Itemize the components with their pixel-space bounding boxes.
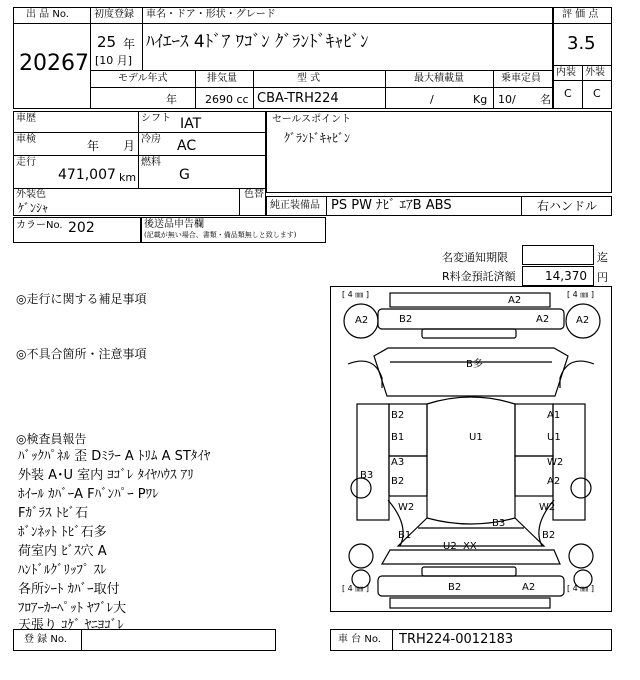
- defects-label: ◎不具合箇所・注意事項: [16, 347, 147, 361]
- tire-tread-front-left: [ 4 ㎜ ]: [342, 584, 369, 593]
- name-change-label: 名変通知期限: [442, 251, 508, 264]
- max-load-unit: Kg: [473, 93, 488, 106]
- name-change-box: [522, 245, 594, 265]
- model-type: CBA-TRH224: [257, 91, 339, 106]
- chassis-no-label: 車 台 No.: [338, 634, 381, 645]
- interior-grade: C: [564, 87, 572, 100]
- car-damage-diagram: [330, 286, 612, 612]
- recycle-amount: 14,370: [545, 269, 587, 283]
- mark: B多: [466, 359, 483, 370]
- recycle-label: R料金預託済額: [442, 270, 516, 283]
- color-change-label: 色替: [244, 189, 264, 200]
- mark: B2: [448, 582, 462, 593]
- details-box: [13, 111, 266, 216]
- max-load-label: 最大積載量: [414, 73, 464, 84]
- lot-number: 20267: [19, 51, 89, 76]
- sales-point: ｸﾞﾗﾝﾄﾞｷｬﾋﾞﾝ: [284, 131, 351, 145]
- first-reg-year: 25: [97, 33, 117, 51]
- inspector-line: ﾊﾝﾄﾞﾙｸﾞﾘｯﾌﾟ ｽﾚ: [18, 563, 107, 578]
- mileage: 471,007: [58, 167, 116, 183]
- color-no-label: カラーNo.: [16, 220, 63, 231]
- mark: U1: [547, 432, 561, 443]
- inspection-label: 車検: [16, 134, 36, 145]
- max-load: /: [430, 93, 434, 106]
- interior-label: 内装: [556, 67, 576, 78]
- fuel-label: 燃料: [141, 157, 161, 168]
- mark: B2: [391, 476, 405, 487]
- reg-no-label: 登 録 No.: [24, 634, 67, 645]
- tire-tread-rear-left: [ 4 ㎜ ]: [342, 290, 369, 299]
- exterior-color: ｹﾞﾝｼｬ: [18, 201, 49, 215]
- mark: U1: [469, 432, 483, 443]
- mark: B2: [399, 314, 413, 325]
- first-reg-label: 初度登録: [94, 9, 134, 20]
- inspector-line: 外装 A･U 室内 ﾖｺﾞﾚ ﾀｲﾔﾊｳｽ ｱﾘ: [18, 468, 194, 483]
- car-name-label: 車名・ドア・形状・グレード: [146, 9, 276, 20]
- equipment: PS PW ﾅﾋﾞ ｴｱB ABS: [331, 198, 452, 213]
- shift-label: シフト: [141, 113, 171, 124]
- mark: B3: [492, 518, 506, 529]
- inspector-line: ﾊﾞｯｸﾊﾟﾈﾙ 歪 Dﾐﾗｰ A ﾄﾘﾑ A STﾀｲﾔ: [18, 449, 211, 464]
- fuel: G: [179, 167, 190, 183]
- mark: A2: [355, 315, 369, 326]
- post-report-note: (記載が無い場合、書類・備品類無しと致します): [144, 231, 297, 239]
- model-year-label: モデル年式: [118, 73, 168, 84]
- inspector-report-label: ◎検査員報告: [16, 432, 87, 446]
- mark: B3: [360, 470, 374, 481]
- lot-number-label: 出 品 No.: [26, 9, 69, 20]
- name-change-unit: 迄: [597, 251, 608, 264]
- ac: AC: [177, 138, 197, 154]
- mark: W2: [539, 502, 556, 513]
- mark: A1: [547, 410, 561, 421]
- handle-side: 右ハンドル: [537, 199, 598, 213]
- exterior-label: 外装: [585, 67, 605, 78]
- mark: W2: [398, 502, 415, 513]
- capacity-label: 乗車定員: [501, 73, 541, 84]
- mark: A2: [522, 582, 536, 593]
- exterior-grade: C: [593, 87, 601, 100]
- mileage-unit: km: [119, 171, 137, 184]
- capacity: 10/: [498, 93, 516, 106]
- color-no: 202: [68, 220, 95, 236]
- chassis-no: TRH224-0012183: [399, 632, 514, 647]
- mark: U2 XX: [443, 541, 477, 552]
- mark: A3: [391, 457, 405, 468]
- post-report-label: 後送品申告欄: [144, 219, 204, 230]
- mark: B2: [391, 410, 405, 421]
- mark: W2: [547, 457, 564, 468]
- mark: B2: [542, 530, 556, 541]
- inspector-line: ﾎﾞﾝﾈｯﾄ ﾄﾋﾞ石多: [18, 525, 107, 540]
- displacement: 2690 cc: [205, 93, 249, 106]
- mark: A2: [547, 476, 561, 487]
- car-name: ﾊｲｴｰｽ 4ﾄﾞｱ ﾜｺﾞﾝ ｸﾞﾗﾝﾄﾞｷｬﾋﾞﾝ: [146, 32, 369, 52]
- inspection-month-unit: 月: [123, 139, 136, 153]
- history-label: 車歴: [16, 113, 36, 124]
- score-value: 3.5: [567, 33, 596, 54]
- model-year-unit: 年: [166, 93, 177, 106]
- inspector-line: ﾌﾛｱｰｶｰﾍﾟｯﾄ ﾔﾌﾞﾚ大: [18, 601, 127, 616]
- inspector-line: 天張り ｺｹﾞ ﾔﾆﾖｺﾞﾚ: [18, 618, 124, 633]
- mark: A2: [508, 295, 522, 306]
- mileage-label: 走行: [16, 157, 36, 168]
- driving-remarks-label: ◎走行に関する補足事項: [16, 292, 147, 306]
- shift: IAT: [180, 116, 202, 132]
- ac-label: 冷房: [141, 134, 161, 145]
- capacity-unit: 名: [540, 93, 551, 106]
- inspector-line: 各所ｼｰﾄ ｶﾊﾞｰ取付: [18, 582, 120, 597]
- mark: A2: [536, 314, 550, 325]
- inspector-line: 荷室内 ﾋﾞｽ穴 A: [18, 544, 107, 559]
- recycle-unit: 円: [597, 271, 608, 284]
- exterior-color-label: 外装色: [16, 189, 46, 200]
- equipment-label: 純正装備品: [270, 200, 320, 211]
- mark: B1: [398, 530, 412, 541]
- type-label: 型 式: [297, 73, 321, 84]
- tire-tread-front-right: [ 4 ㎜ ]: [567, 584, 594, 593]
- score-label: 評 価 点: [562, 9, 599, 20]
- inspector-line: ﾎｲｰﾙ ｶﾊﾞｰA Fﾊﾞﾝﾊﾟｰ Pﾜﾚ: [18, 487, 159, 502]
- displacement-label: 排気量: [207, 73, 237, 84]
- inspector-line: Fｶﾞﾗｽ ﾄﾋﾞ石: [18, 506, 89, 521]
- mark: A2: [576, 315, 590, 326]
- inspection-year-unit: 年: [87, 139, 100, 153]
- mark: B1: [391, 432, 405, 443]
- tire-tread-rear-right: [ 4 ㎜ ]: [567, 290, 594, 299]
- first-reg-month: [10 月]: [95, 54, 133, 67]
- first-reg-year-unit: 年: [123, 37, 136, 51]
- sales-point-label: セールスポイント: [272, 114, 352, 125]
